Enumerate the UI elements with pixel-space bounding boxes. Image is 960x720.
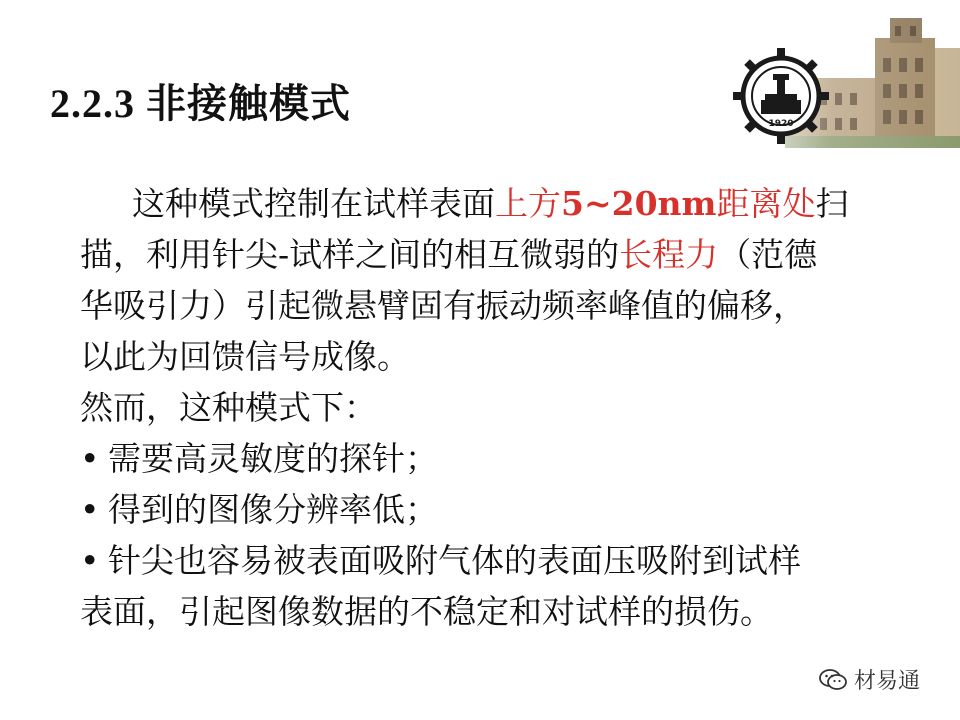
paragraph-line-3: 华吸引力）引起微悬臂固有振动频率峰值的偏移， [80,286,806,325]
text-span: 这种模式控制在试样表面 [132,184,495,223]
bullet-icon: • [80,490,100,529]
paragraph-line-2 [80,229,880,280]
bullet-text: 需要高灵敏度的探针； [108,439,438,478]
university-emblem-icon [733,48,829,144]
text-span: 扫 [815,184,849,223]
bullet-item [80,484,880,535]
text-span: 描，利用针尖-试样之间的相互微弱的 [80,235,620,274]
slide-title: 2.2.3 非接触模式 [50,81,351,126]
watermark-text: 材易通 [854,669,921,694]
text-span: （范德 [718,235,818,274]
bullet-icon: • [80,439,100,478]
highlight-text: 距离处 [716,184,816,223]
bullet-continuation: 表面，引起图像数据的不稳定和对试样的损伤。 [80,592,773,631]
slide-body [80,178,880,637]
bullet-item [80,535,880,586]
highlight-long-range-force: 长程力 [619,235,719,274]
paragraph-line-1 [80,178,880,229]
bullet-text: 得到的图像分辨率低； [108,490,438,529]
intro-line: 然而，这种模式下： [80,388,377,427]
emblem-year: 1920 [768,119,794,129]
watermark [818,664,920,695]
paragraph-line-4: 以此为回馈信号成像。 [80,337,410,376]
highlight-text: 上方 [495,184,561,223]
bullet-icon: • [80,541,100,580]
bullet-text: 针尖也容易被表面吸附气体的表面压吸附到试样 [108,541,801,580]
bullet-item [80,433,880,484]
university-logo-banner [725,18,960,148]
highlight-distance: 5~20nm [561,184,717,223]
wechat-icon [818,667,848,693]
